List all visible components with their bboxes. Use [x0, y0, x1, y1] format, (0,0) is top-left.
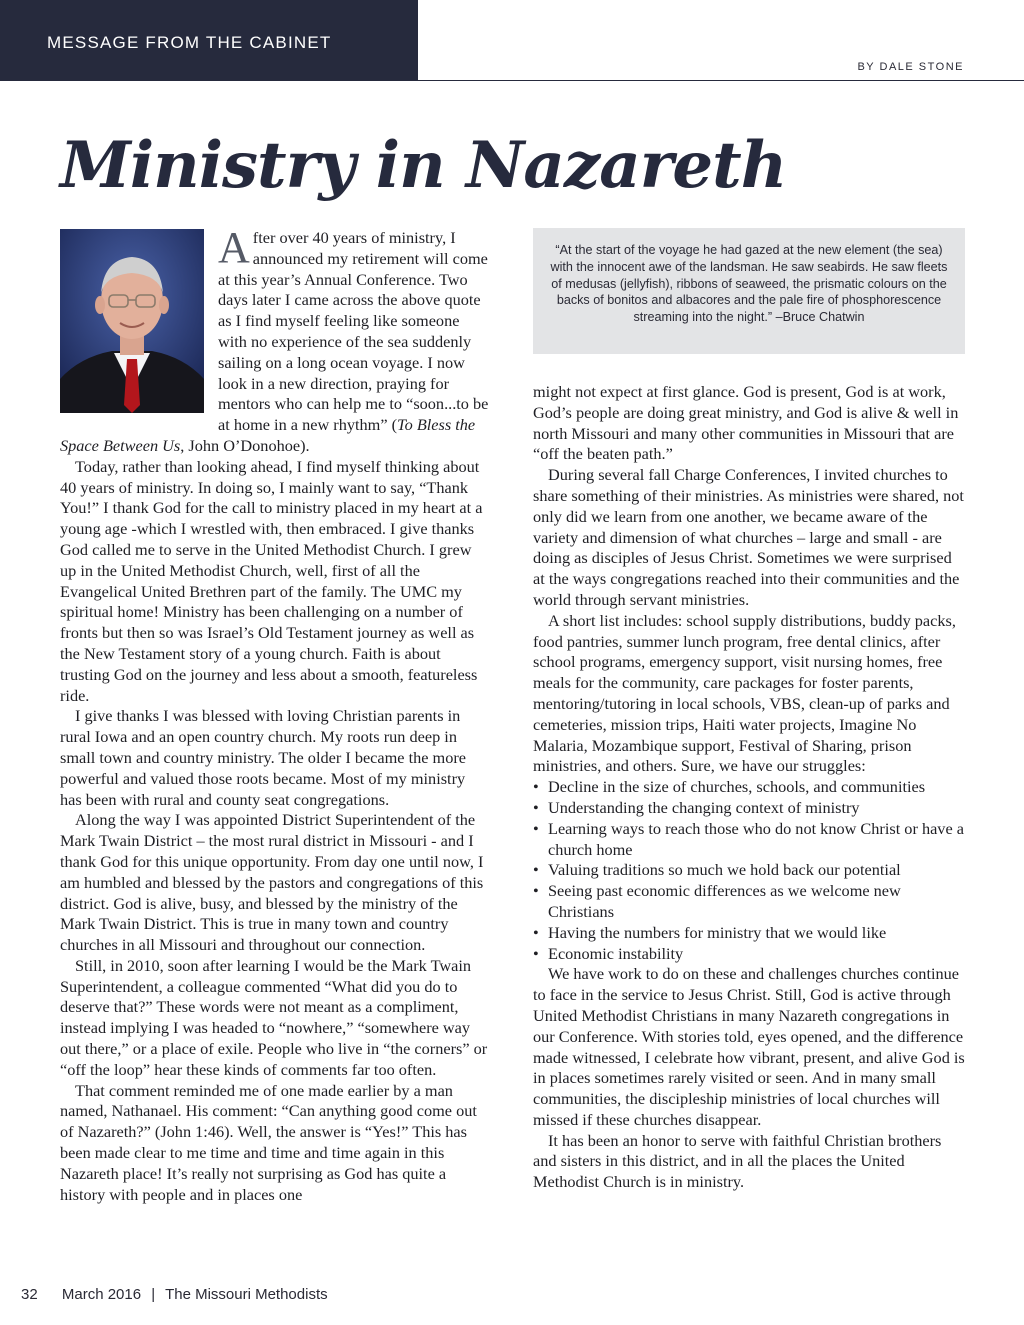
section-label: MESSAGE FROM THE CABINET — [47, 33, 332, 52]
paragraph-7: might not expect at first glance. God is present, God is at work, God’s people are doing great ministry, and God is alive & well in north Missouri and many other communities in Missouri that are “off the beaten path.” — [533, 382, 959, 464]
paragraph-4: Along the way I was appointed District Superintendent of the Mark Twain District – the most rural district in Missouri - and I thank God for this unique opportunity. From day one until now, I am humbled and blessed by the pastors and congregations of this district. God is alive, busy, and blessed by the ministry of the Mark Twain District. This is true in many town and country churches in all Missouri and throughout our connection. — [60, 810, 484, 955]
list-item: • Understanding the changing context of ministry — [533, 798, 965, 819]
pull-quote: “At the start of the voyage he had gazed at the new element (the sea) with the innocent awe of the landsman. He saw seabirds. He saw fleets of medusas (jellyfish), ribbons of seaweed, the prismatic colours on the backs of bonitos and albacores and the pale fire of phosphorescence streaming into the night.” –Bruce Chatwin — [533, 228, 965, 354]
list-item: • Learning ways to reach those who do not know Christ or have a church home — [533, 819, 965, 861]
header-rule — [418, 80, 1024, 81]
paragraph-1: After over 40 years of ministry, I announced my retirement will come at this year’s Annual Conference. Two days later I came across the above quote as I find myself feeling like someone with no experience of the sea suddenly sailing on a long ocean voyage. I now look in a new direction, praying for mentors who can help me to “soon...to be at home in a new rhythm” (To Bless the Space Between Us, John O’Donohoe). — [60, 223, 489, 455]
page-footer — [21, 1286, 328, 1303]
list-item: • Seeing past economic differences as we welcome new Christians — [533, 881, 965, 923]
publication-name: The Missouri Methodists — [165, 1286, 328, 1303]
author-photo — [60, 229, 204, 413]
paragraph-8: During several fall Charge Conferences, I invited churches to share something of their ministries. As ministries were shared, not only did we learn from one another, we became aware of the variety and dimension of what churches – large and small - are doing as disciples of Jesus Christ. Sometimes we were surprised at the ways congregations reached into their communities and the world through servant ministries. — [533, 465, 964, 609]
paragraph-9: A short list includes: school supply distributions, buddy packs, food pantries, summer lunch program, free dental clinics, after school programs, emergency support, visit nursing homes, free meals for the community, care packages for foster parents, mentoring/tutoring in local schools, VBS, clean-up of parks and cemeteries, mission trips, Haiti water projects, Imagine No Malaria, Mozambique support, Festival of Sharing, prison ministries, and others. Sure, we have our struggles: — [533, 610, 956, 776]
right-column — [533, 228, 965, 1193]
paragraph-3: I give thanks I was blessed with loving Christian parents in rural Iowa and an open country church. My roots run deep in small town and country ministry. The older I became the more powerful and valued those roots became. Most of my ministry has been with rural and county seat congregations. — [60, 706, 467, 809]
drop-cap: A — [218, 223, 250, 272]
footer-separator: | — [151, 1286, 156, 1303]
portrait-illustration — [60, 229, 204, 413]
section-banner — [0, 0, 418, 81]
page-number: 32 — [21, 1286, 38, 1303]
issue-date: March 2016 — [61, 1286, 142, 1303]
left-column — [60, 223, 490, 1205]
article-title: Ministry in Nazareth — [60, 128, 787, 203]
struggles-list — [533, 777, 965, 964]
book-title: To Bless the Space Between Us — [60, 415, 476, 455]
list-item: • Valuing traditions so much we hold back our potential — [533, 860, 965, 881]
paragraph-6: That comment reminded me of one made earlier by a man named, Nathanael. His comment: “Can anything good come out of Nazareth?” (John 1:46). Well, the answer is “Yes!” This has been made clear to me time and time and time again in this Nazareth place! It’s really not surprising as God has quite a history with people and in places one — [60, 1080, 477, 1204]
list-item: • Decline in the size of churches, schools, and communities — [533, 777, 965, 798]
paragraph-2: Today, rather than looking ahead, I find myself thinking about 40 years of ministry. In doing so, I mainly want to say, “Thank You!” I thank God for the call to ministry placed in my heart at a young age -which I wrestled with, then embraced. I give thanks God called me to serve in the United Methodist Church. I grew up in the United Methodist Church, well, first of all the Evangelical United Brethren part of the family. The UMC my spiritual home! Ministry has been challenging on a number of fronts but then so was Israel’s Old Testament journey as well as the New Testament story of a young church. Faith is about trusting God on the journey and less about a smooth, featureless ride. — [60, 456, 483, 705]
paragraph-11: It has been an honor to serve with faithful Christian brothers and sisters in this district, and in all the places the United Methodist Church is in ministry. — [533, 1130, 942, 1192]
paragraph-5: Still, in 2010, soon after learning I would be the Mark Twain Superintendent, a colleague commented “What did you do to deserve that?” These words were not meant as a compliment, instead implying I was headed to “nowhere,” “somewhere way out there,” or a place of exile. People who live in “the corners” or “off the loop” hear these kinds of comments far too often. — [60, 955, 488, 1079]
paragraph-10: We have work to do on these and challenges churches continue to face in the service to Jesus Christ. Still, God is active through United Methodist Christians in many Nazareth congregations in our Conference. With stories told, eyes opened, and the difference made witnessed, I celebrate how vibrant, present, and alive God is in places sometimes rarely visited or seen. And in many small communities, the discipleship ministries of local churches will missed if these churches disappear. — [533, 964, 965, 1129]
byline: BY DALE STONE — [857, 61, 964, 73]
list-item: • Having the numbers for ministry that we would like — [533, 923, 965, 944]
list-item: • Economic instability — [533, 944, 965, 965]
